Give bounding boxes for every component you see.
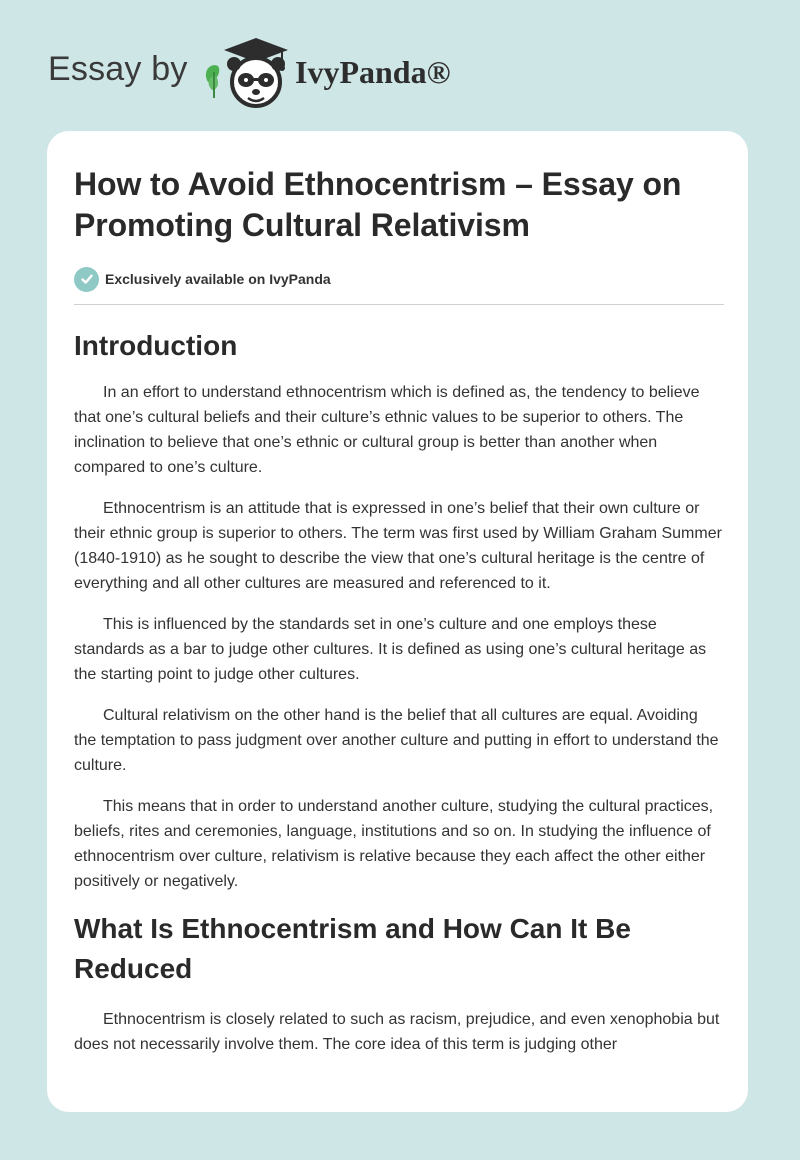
section-heading-what-is-ethnocentrism: What Is Ethnocentrism and How Can It Be Reduced <box>74 913 631 984</box>
paragraph: In an effort to understand ethnocentrism which is defined as, the tendency to believe that one’s cultural beliefs and their culture’s ethnic values to be superior to others. The inclination to believe that one’s ethnic or cultural group is better than another when compared to one’s culture. <box>74 384 700 476</box>
paragraph: Cultural relativism on the other hand is the belief that all cultures are equal. Avoiding the temptation to pass judgment over another culture and putting in effort to understand the culture. <box>74 707 719 774</box>
introduction-body <box>74 380 724 894</box>
paragraph: Ethnocentrism is closely related to such as racism, prejudice, and even xenophobia but does not necessarily involve them. The core idea of this term is judging other <box>74 1011 720 1053</box>
essay-card <box>47 131 748 1112</box>
site-header <box>48 30 468 110</box>
essay-by-label: Essay by <box>48 50 188 88</box>
paragraph: This is influenced by the standards set in one’s culture and one employs these standards as a bar to judge other cultures. It is defined as using one’s cultural heritage as the starting point to judge other cultures. <box>74 616 707 683</box>
title-divider <box>74 304 724 305</box>
paragraph: Ethnocentrism is an attitude that is expressed in one’s belief that their own culture or their ethnic group is superior to others. The term was first used by William Graham Summer (1840-1910) as he sought to describe the view that one’s cultural heritage is the centre of everything and all other cultures are measured and referenced to it. <box>74 500 722 592</box>
paragraph: This means that in order to understand another culture, studying the cultural practices, beliefs, rites and ceremonies, language, institutions and so on. In studying the influence of ethnocentrism over culture, relativism is relative because they each affect the other either positively or negatively. <box>74 798 714 890</box>
panda-graduate-logo-icon[interactable] <box>200 32 296 112</box>
brand-name[interactable]: IvyPanda® <box>295 54 451 90</box>
section-heading-introduction: Introduction <box>74 330 238 361</box>
what-is-ethnocentrism-body <box>74 1007 724 1057</box>
check-badge-icon <box>74 267 99 292</box>
essay-title: How to Avoid Ethnocentrism – Essay on Promoting Cultural Relativism <box>74 166 682 243</box>
exclusive-label: Exclusively available on IvyPanda <box>105 271 331 287</box>
essay-content <box>74 164 724 1057</box>
exclusive-notice <box>74 266 724 292</box>
